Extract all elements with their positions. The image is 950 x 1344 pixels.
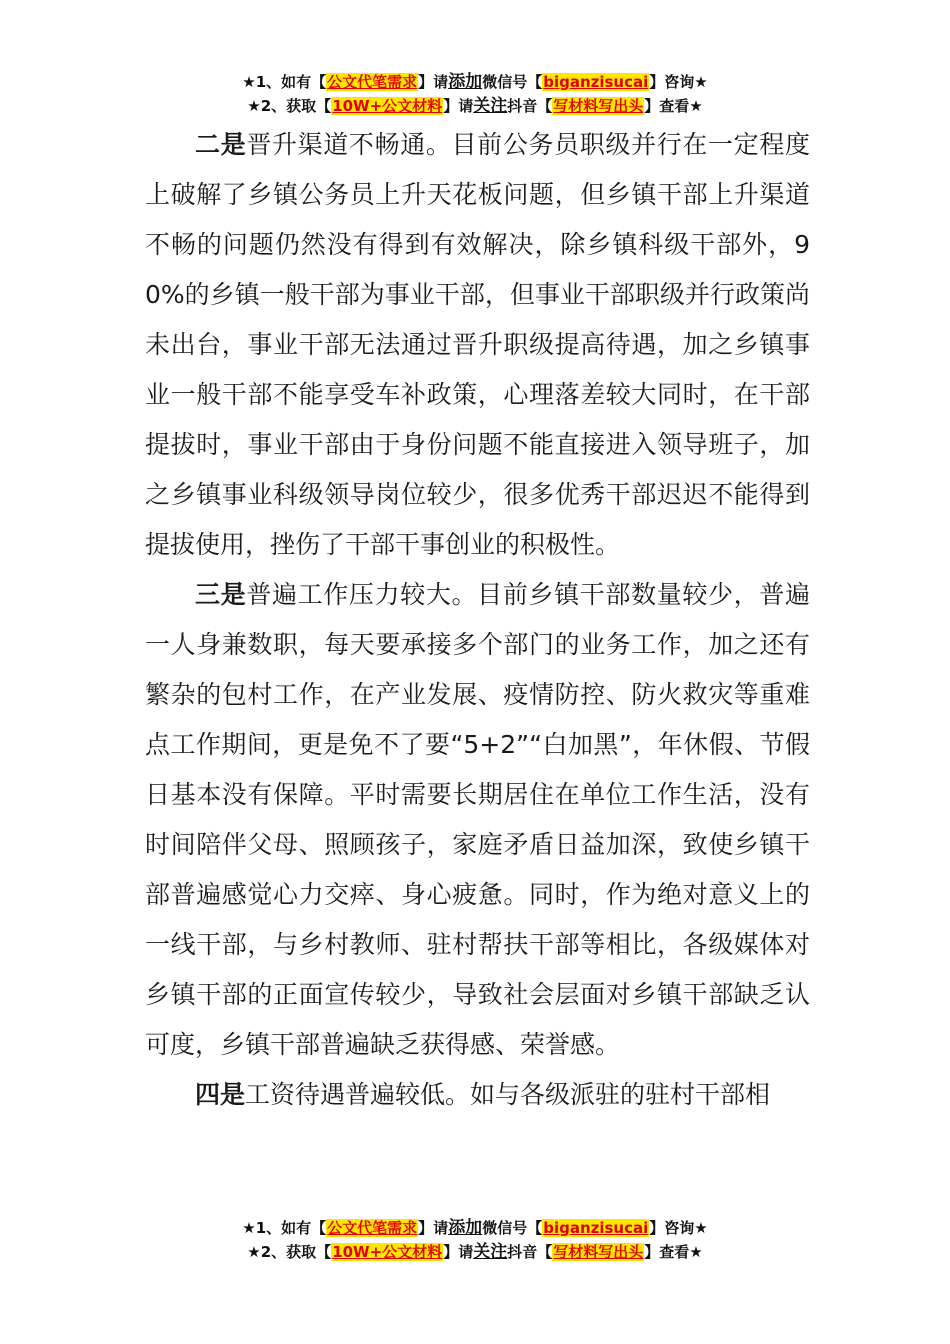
highlight-wechat-id: biganzisucai: [543, 73, 649, 91]
paragraph-2: [145, 120, 810, 570]
paragraph-text: 晋升渠道不畅通。目前公务员职级并行在一定程度上破解了乡镇公务员上升天花板问题，但乡镇干部上升渠道不畅的问题仍然没有得到有效解决，除乡镇科级干部外，90%的乡镇一般干部为事业干部，但事业干部职级并行政策尚未出台，事业干部无法通过晋升职级提高待遇，加之乡镇事业一般干部不能享受车补政策，心理落差较大同时，在干部提拔时，事业干部由于身份问题不能直接进入领导班子，加之乡镇事业科级领导岗位较少，很多优秀干部迟迟不能得到提拔使用，挫伤了干部干事创业的积极性。: [145, 130, 810, 559]
document-body: [145, 120, 810, 1120]
paragraph-lead: 三是: [195, 580, 247, 609]
paragraph-lead: 四是: [195, 1080, 246, 1109]
footer-banner: [0, 1216, 950, 1264]
paragraph-lead: 二是: [195, 130, 247, 159]
paragraph-text: 工资待遇普遍较低。如与各级派驻的驻村干部相: [245, 1080, 771, 1109]
highlight-service: 公文代笔需求: [327, 73, 418, 91]
highlight-wechat-id: biganzisucai: [543, 1219, 649, 1237]
header-banner: [0, 70, 950, 118]
emphasis-add: 添加: [448, 72, 483, 92]
highlight-douyin: 写材料写出头: [553, 97, 644, 115]
emphasis-follow: 关注: [473, 96, 508, 116]
highlight-douyin: 写材料写出头: [553, 1243, 644, 1261]
paragraph-4: [145, 1070, 810, 1120]
highlight-service: 公文代笔需求: [327, 1219, 418, 1237]
highlight-materials: 10W+公文材料: [332, 1243, 443, 1261]
paragraph-text: 普遍工作压力较大。目前乡镇干部数量较少，普遍一人身兼数职，每天要承接多个部门的业务工作，加之还有繁杂的包村工作，在产业发展、疫情防控、防火救灾等重难点工作期间，更是免不了要“5+2”“白加黑”，年休假、节假日基本没有保障。平时需要长期居住在单位工作生活，没有时间陪伴父母、照顾孩子，家庭矛盾日益加深，致使乡镇干部普遍感觉心力交瘁、身心疲惫。同时，作为绝对意义上的一线干部，与乡村教师、驻村帮扶干部等相比，各级媒体对乡镇干部的正面宣传较少，导致社会层面对乡镇干部缺乏认可度，乡镇干部普遍缺乏获得感、荣誉感。: [145, 580, 810, 1059]
banner-line-2: ★2、获取【10W+公文材料】请关注抖音【写材料写出头】查看★: [247, 1242, 703, 1262]
emphasis-follow: 关注: [473, 1242, 508, 1262]
paragraph-3: [145, 570, 810, 1070]
banner-line-1: ★1、如有【公文代笔需求】请添加微信号【biganzisucai】咨询★: [242, 72, 708, 92]
banner-line-2: ★2、获取【10W+公文材料】请关注抖音【写材料写出头】查看★: [247, 96, 703, 116]
highlight-materials: 10W+公文材料: [332, 97, 443, 115]
banner-line-1: ★1、如有【公文代笔需求】请添加微信号【biganzisucai】咨询★: [242, 1218, 708, 1238]
emphasis-add: 添加: [448, 1218, 483, 1238]
